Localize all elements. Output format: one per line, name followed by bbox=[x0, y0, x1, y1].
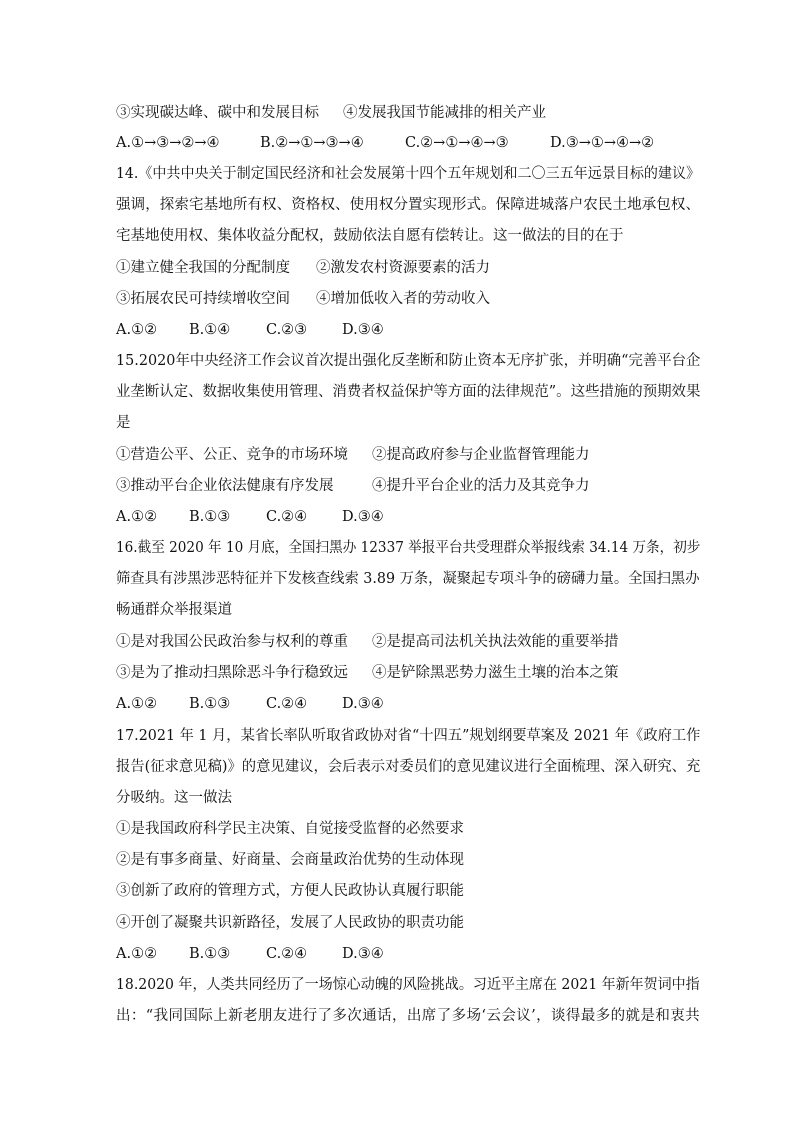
q17-stem-line: 分吸纳。这一做法 bbox=[116, 790, 232, 806]
q17-option-line: ①是我国政府科学民主决策、自觉接受监督的必然要求 bbox=[116, 821, 464, 837]
option-3: ③推动平台企业依法健康有序发展 bbox=[116, 478, 334, 494]
q14-stem-line: 14.《中共中央关于制定国民经济和社会发展第十四个五年规划和二〇三五年远景目标的建议》 bbox=[116, 166, 701, 182]
q14-stem-line: 宅基地使用权、集体收益分配权，鼓励依法自愿有偿转让。这一做法的目的在于 bbox=[116, 228, 624, 244]
option-1: ①营造公平、公正、竞争的市场环境 bbox=[116, 447, 348, 463]
q17-stem-line: 17.2021 年 1 月，某省长率队听取省政协对省“十四五”规划纲要草案及 2021 年《政府工作 bbox=[116, 728, 701, 744]
answer-d: D.③④ bbox=[342, 946, 384, 962]
q18-stem-line: 18.2020 年，人类共同经历了一场惊心动魄的风险挑战。习近平主席在 2021 年新年贺词中指 bbox=[116, 977, 700, 993]
q15-stem-line: 是 bbox=[116, 415, 131, 431]
option-3: ③拓展农民可持续增收空间 bbox=[116, 291, 290, 307]
option-2: ②提高政府参与企业监督管理能力 bbox=[372, 447, 590, 463]
q15-stem-line: 业垄断认定、数据收集使用管理、消费者权益保护等方面的法律规范”。这些措施的预期效果 bbox=[116, 384, 701, 400]
answer-b: B.①④ bbox=[189, 322, 231, 338]
q17-option-line: ③创新了政府的管理方式，方便人民政协认真履行职能 bbox=[116, 883, 464, 899]
answer-a: A.①② bbox=[116, 509, 158, 525]
option-4: ④增加低收入者的劳动收入 bbox=[316, 291, 490, 307]
option-1: ①是对我国公民政治参与权利的尊重 bbox=[116, 634, 348, 650]
q16-stem-line: 畅通群众举报渠道 bbox=[116, 602, 232, 618]
answer-b: B.①③ bbox=[189, 946, 231, 962]
q14-stem-line: 强调，探索宅基地所有权、资格权、使用权分置实现形式。保障进城落户农民土地承包权、 bbox=[116, 197, 701, 213]
q18-stem-line: 出：“我同国际上新老朋友进行了多次通话，出席了多场‘云会议’，谈得最多的就是和衷共 bbox=[116, 1008, 701, 1024]
answer-a: A.①② bbox=[116, 696, 158, 712]
answer-b: B.②→①→③→④ bbox=[260, 135, 364, 151]
answer-b: B.①③ bbox=[189, 696, 231, 712]
answer-b: B.①③ bbox=[189, 509, 231, 525]
answer-c: C.②④ bbox=[266, 946, 308, 962]
option-4: ④提升平台企业的活力及其竞争力 bbox=[372, 478, 590, 494]
q17-option-line: ④开创了凝聚共识新路径，发展了人民政协的职责功能 bbox=[116, 915, 464, 931]
q17-stem-line: 报告(征求意见稿)》的意见建议，会后表示对委员们的意见建议进行全面梳理、深入研究、充 bbox=[116, 759, 701, 775]
answer-c: C.②④ bbox=[266, 509, 308, 525]
answer-a: A.①→③→②→④ bbox=[116, 135, 220, 151]
answer-d: D.③④ bbox=[342, 509, 384, 525]
answer-d: D.③④ bbox=[342, 322, 384, 338]
option-2: ②是提高司法机关执法效能的重要举措 bbox=[372, 634, 619, 650]
option-4: ④发展我国节能减排的相关产业 bbox=[343, 105, 546, 121]
q17-option-line: ②是有事多商量、好商量、会商量政治优势的生动体现 bbox=[116, 852, 464, 868]
q16-stem-line: 筛查具有涉黑涉恶特征并下发核查线索 3.89 万条，凝聚起专项斗争的磅礴力量。全国扫黑办 bbox=[116, 571, 700, 587]
option-4: ④是铲除黑恶势力滋生土壤的治本之策 bbox=[372, 665, 619, 681]
q16-stem-line: 16.截至 2020 年 10 月底，全国扫黑办 12337 举报平台共受理群众举报线索 34.14 万条，初步 bbox=[116, 540, 701, 556]
option-3: ③是为了推动扫黑除恶斗争行稳致远 bbox=[116, 665, 348, 681]
answer-c: C.②④ bbox=[266, 696, 308, 712]
option-3: ③实现碳达峰、碳中和发展目标 bbox=[116, 105, 319, 121]
answer-c: C.②→①→④→③ bbox=[405, 135, 509, 151]
option-2: ②激发农村资源要素的活力 bbox=[316, 260, 490, 276]
q15-stem-line: 15.2020年中央经济工作会议首次提出强化反垄断和防止资本无序扩张，并明确“完善平台企 bbox=[116, 353, 701, 369]
option-1: ①建立健全我国的分配制度 bbox=[116, 260, 290, 276]
answer-d: D.③→①→④→② bbox=[550, 135, 655, 151]
answer-d: D.③④ bbox=[342, 696, 384, 712]
answer-c: C.②③ bbox=[266, 322, 308, 338]
answer-a: A.①② bbox=[116, 946, 158, 962]
answer-a: A.①② bbox=[116, 322, 158, 338]
